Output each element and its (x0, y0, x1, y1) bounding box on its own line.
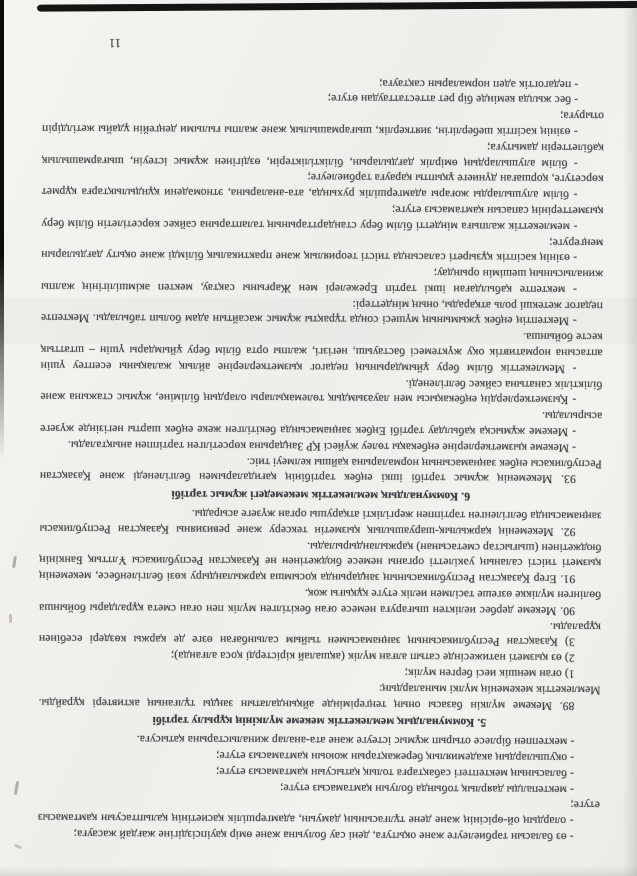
list-item: - мектепте қабылдаған ішкі тәртіп Ережелері мен Жарғыны сақтау, мектеп әкімшілігінің жалпы жиналысының шешімін орындау; (40, 266, 604, 297)
scan-speck (14, 781, 19, 795)
sub-item: 2) өз қызметі нәтижесінде сатып алған мүлік (ақшалай кірістерді қоса алғанда); (170, 649, 575, 665)
list-item: - мектепалды даярлық тобында болуын қамтамасыз етуге; (279, 781, 574, 797)
page-number: 11 (108, 36, 122, 50)
list-item: - өз баласын тәрбиелеуге және оқытуға, дені сау болуына және өмір қауіпсіздігіне жағдай жасауға; (73, 827, 574, 844)
list-item: - білім алушылардың өмірлік дағдыларын, біліктіліктерін, өздігінен жұмыс істеуін, шығармашылық қабілеттерін дамытуға; (41, 140, 604, 171)
list-item: - оқушылардың академиялық бережақтарын жоюын қамтамасыз етуге; (215, 749, 575, 765)
scan-artifact-top-edge (37, 1, 637, 12)
sub-item: 3) Қазақстан Республикасының заңнамасымен тыйым салынбаған өзге де қаржы көздері есебінен құралады. (38, 620, 601, 649)
scan-artifact-left-edge (0, 0, 4, 460)
list-item: - білім алушыларды жоғары адамгершілік рухында, ата-аналарына, этномәдени құндылықтарға құрмет көрсетуге, қоршаған дүниеге ұқыпты қарауға тәрбиелеуге; (41, 171, 604, 202)
list-item: - мемлекеттік жалпыға міндетті білім беру стандарттарының талаптарына сәйкес көрсетілетін білім беру қызметтерінің сапасын қамтамасыз етуге; (41, 203, 604, 234)
list-item: - Қызметкерлердің еңбекақысы мен лауазымдық төлемақылары олардың біліміне, жұмыс стажына және біліктілік санатына сәйкес белгіленеді. (40, 377, 603, 408)
list-item: - баласының мектептегі сабақтарға толық қатысуын қамтамасыз етуге; (215, 765, 575, 781)
list-item: - Мектептің еңбек ұжымының мүшесі сонда тұрақты жұмыс жасайтын адам болып табылады. Мектепте педагог жетекші роль атқарады, оның міндеттері: (40, 297, 603, 329)
list-item: - бес жылда кемінде бір рет аттестаттаудан өтуге; (327, 92, 579, 107)
list-item: - Мекеме қызметкерлеріне еңбекақы төлеу жүйесі ҚР Заңдарына көрсетілген тәртіппен анықталады. (67, 438, 577, 455)
section-heading: 6. Коммуналдық мемлекеттік мекемедегі жұмыс тәртібі (171, 488, 471, 504)
list-item: - өзінің кәсіптік құзыреті саласында тиісті теориялық және практикалық білімді және оқыту дағдыларын меңгеруге; (41, 235, 604, 265)
scan-shade-right (623, 0, 637, 876)
paragraph: 91. Егер Қазақстан Республикасының заңдарында қосымша қаржыландыру көзі белгіленбесе, мекеменің қызметі тиісті саланың уәкілетті органы немесе бюджетінен не Қазақстан Республикасы Ұлттық Банкінің бюджетінен (шығыстар сметасынан) қаржыландырылады. (39, 539, 602, 586)
section-heading: 5. Коммуналдық мемлекеттік мекеме мүлкінің құрылу тәртібі (152, 714, 487, 730)
scan-speck (9, 614, 12, 623)
list-item: - Мекеме жұмысқа қабылдау тәртібі Еңбек заңнамасында бекітілген жеке еңбек шарты негізінде жүзеге асырылады. (40, 409, 603, 439)
paragraph: 90. Мекеме дербес иеліктен шығаруға немесе оған бекітілген мүлік пен оған смета құралдары бойынша бөлінген мүлікке өзгеше тәсілмен иелік етуге құқығы жоқ. (38, 586, 602, 618)
list-item: - мектеппен бірлесе отырып жұмыс істеуге және ата-аналар жиналыстарына қатысуға. (136, 733, 575, 749)
paragraph: 93. Мекеменің жұмыс тәртібі ішкі еңбек тәртібінің қағидаларымен белгіленеді және Қазақстан Республикасы еңбек заңнамасының нормаларына қайшы келмеуі тиіс. (39, 455, 602, 487)
paragraph: 92. Мекеменің қаржылық-шаруашылық қызметін тексеру және ревизияны Қазақстан Республикасы заңнамасында белгіленген тәртіппен жергілікті атқарушы орган жүзеге асырады. (39, 507, 602, 539)
paragraph: 89. Мекеме мүлкін базасы оның теңгерімінде айқындалатын заңды тұлғаның активтері құрайды. Мемлекеттік мекеменің мүлкі мыналардың: (38, 682, 601, 713)
sub-item: 1) оған меншік иесі берген мүлік; (404, 666, 575, 681)
scan-speck (14, 843, 23, 849)
scan-speck (12, 556, 17, 568)
list-item: - өзінің кәсіптік шеберлігін, зияткерлік, шығармашылық және жалпы ғылыми деңгейін ұдайы жетілдіріп отыруға; (41, 109, 605, 139)
page-content (38, 44, 605, 844)
scan-shade-bottom (0, 866, 637, 876)
list-item: - педагогтік әдеп нормаларын сақтауға; (378, 76, 579, 92)
list-item: - олардың ой-өрісінің және дене тұлғасының дамуын, адамгершілік қасиетінің қалыптасуын қамтамасыз етуге; (37, 798, 600, 828)
list-item: - Мемлекеттік білім беру ұйымдарының педагог қызметкерлеріне айлық жалақыны есептеу үшін аптасына нормативтік оқу жүктемесі бастауыш, негізгі, жалпы орта білім беру ұйымдары үшін – штаттық кесте бойынша. (40, 330, 603, 376)
